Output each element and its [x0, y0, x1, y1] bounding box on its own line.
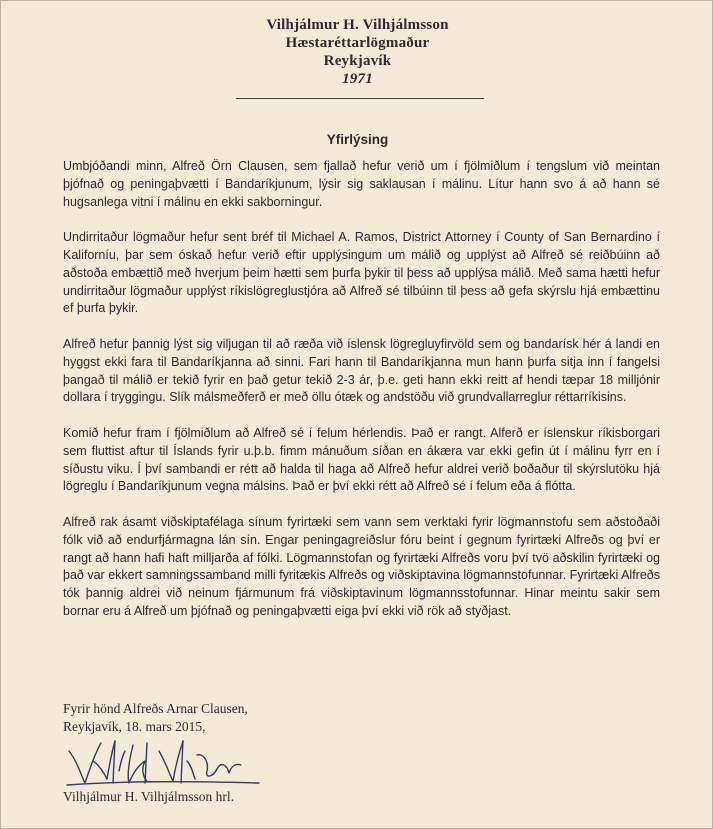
- paragraph-3: Alfreð hefur þannig lýst sig viljugan til að ræða við íslensk lögregluyfirvöld sem og bandarísk hér á landi en hyggst ekki fara til Bandaríkjanna að sinni. Fari hann til Bandaríkjanna mun hann þurfa sitja inn í fangelsi þangað til málið er tekið fyrir en það getur tekið 2-3 ár, þ.e. geti hann ekki reitt af hendi tæpar 18 milljónir dollara í tryggingu. Slík málsmeðferð er með öllu ótæk og andstöðu við grundvallarreglur réttarríkisins.: [63, 336, 660, 405]
- closing-place-date: Reykjavík, 18. mars 2015,: [63, 719, 206, 734]
- paragraph-4: Komið hefur fram í fjölmiðlum að Alfreð sé í felum hérlendis. Það er rangt. Alferð er íslenskur ríkisborgari sem fluttist aftur til Íslands fyrir u.þ.b. fimm mánuðum síðan en ákæra var ekki gefin út í málinu fyrr en í síðustu viku. Í því sambandi er rétt að halda til haga að Alfreð hefur aldrei verið boðaður til skýrslutöku hjá lögreglu í Bandaríkjunum vegna málsins. Það er því ekki rétt að Alfreð sé í felum eða á flótta.: [63, 425, 660, 494]
- document-title: Yfirlýsing: [326, 132, 389, 147]
- letterhead-divider: [236, 98, 484, 99]
- letterhead-profession: Hæstaréttarlögmaður: [285, 35, 430, 51]
- closing-on-behalf: Fyrir hönd Alfreðs Arnar Clausen,: [63, 701, 248, 716]
- letterhead: [1, 16, 713, 88]
- paragraph-5: Alfreð rak ásamt viðskiptafélaga sínum fyrirtæki sem vann sem verktaki fyrir lögmannstofu sem aðstoðaði fólk við að endurfjármagna lán sín. Engar peningagreiðslur fóru beint í gegnum fyrirtæki Alfreðs og því er rangt að hann hafi haft milljarða af fólki. Lögmannstofan og fyrirtæki Alfreðs voru því tvö aðskilin fyrirtæki og það var ekkert samningssamband milli fyritækis Alfreðs og viðskiptavina lögmannstofunnar. Fyrirtæki Alfreðs tók þannig aldrei við neinum fjármunum frá viðskiptavinum lögmannsstofunnar. Hinar meintu sakir sem bornar eru á Alfreð um þjófnað og peningaþvætti eiga því ekki við rök að styðjast.: [63, 514, 660, 618]
- paragraph-1: Umbjóðandi minn, Alfreð Örn Clausen, sem fjallað hefur verið um í fjölmiðlum í tengslum við meintan þjófnað og peningaþvætti í Bandaríkjunum, lýsir sig saklausan í málinu. Lítur hann svo á að hann sé hugsanlega vitni í málinu en ekki sakborningur.: [63, 159, 660, 209]
- letterhead-name: Vilhjálmur H. Vilhjálmsson: [266, 17, 449, 33]
- letterhead-year: 1971: [342, 71, 373, 87]
- signatory-name: Vilhjálmur H. Vilhjálmsson hrl.: [63, 789, 234, 804]
- letterhead-city: Reykjavík: [323, 53, 392, 69]
- paragraph-2: Undirritaður lögmaður hefur sent bréf til Michael A. Ramos, District Attorney í County of San Bernardino í Kaliforníu, þar sem óskað hefur verið eftir upplýsingum um málið og upplýst að Alfreð sé reiðbúinn að aðstoða embættið með hverjum þeim hætti sem þurfa þykir til þess að upplýsa málið. Með sama hætti hefur undirritaður lögmaður upplýst ríkislögreglustjóra að Alfreð sé tilbúinn til þess að gefa skýrslu hjá embættinu ef þurfa þykir.: [63, 230, 660, 316]
- document-body: [63, 158, 660, 639]
- handwritten-signature: [63, 731, 263, 791]
